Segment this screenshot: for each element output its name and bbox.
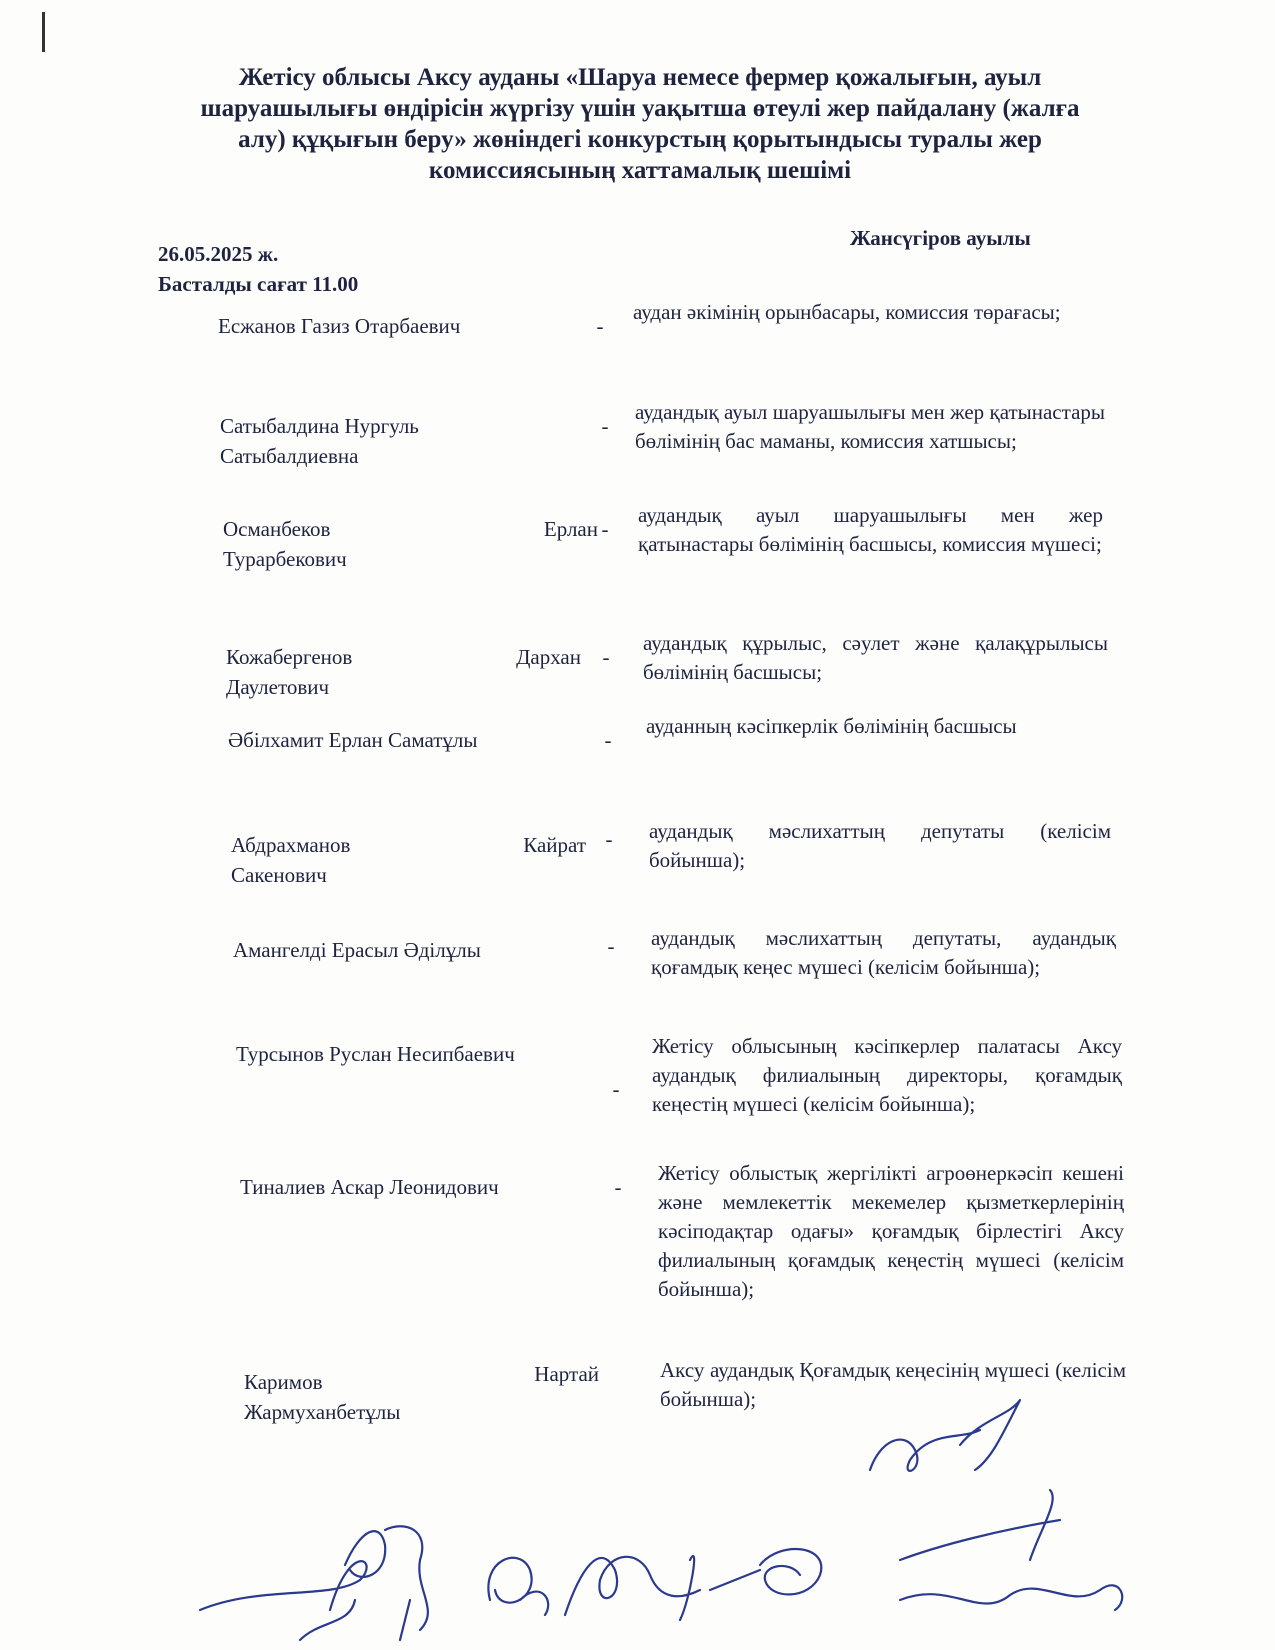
member-dash: - [602, 645, 610, 669]
member-role: аудан әкімінің орынбасары, комиссия төрағасы; [633, 300, 1061, 324]
member-name-second: Жармуханбетұлы [244, 1400, 401, 1424]
member-name-first-b: Ерлан [543, 517, 598, 541]
meeting-date: 26.05.2025 ж. [158, 242, 279, 266]
signature-4 [565, 1556, 700, 1620]
member-name-first: Османбеков [223, 517, 331, 541]
member-role: Аксу аудандық Қоғамдық кеңесінің мүшесі (келісім бойынша); [660, 1358, 1126, 1411]
signature-5 [710, 1549, 821, 1594]
member-dash: - [605, 827, 613, 851]
member-dash: - [607, 934, 615, 958]
member-dash: - [614, 1175, 622, 1199]
member-name-first-b: Нартай [534, 1362, 599, 1386]
member-role: аудандық мәслихаттың депутаты, аудандық қоғамдық кеңес мүшесі (келісім бойынша); [651, 926, 1116, 979]
member-name: Турсынов Руслан Несипбаевич [236, 1042, 515, 1066]
member-dash: - [601, 414, 609, 438]
member-role: Жетісу облысының кәсіпкерлер палатасы Аксу аудандық филиалының директоры, қоғамдық кеңестің мүшесі (келісім бойынша); [652, 1034, 1122, 1116]
signature-2 [345, 1526, 428, 1640]
member-dash: - [612, 1077, 620, 1101]
member-role: ауданның кәсіпкерлік бөлімінің басшысы [646, 714, 1017, 738]
member-role: аудандық ауыл шаруашылығы мен жер қатынастары бөлімінің басшысы, комиссия мүшесі; [638, 503, 1103, 556]
signature-1 [200, 1561, 367, 1640]
document-title: Жетісу облысы Аксу ауданы «Шаруа немесе фермер қожалығын, ауыл шаруашылығы өндірісін жүргізу үшін уақытша өтеулі жер пайдалану (жалға алу) құқығын беру» жөніндегі конкурстың қорытындысы туралы жер комиссиясының хаттамалық шешімі [200, 64, 1080, 184]
signature-7 [900, 1490, 1122, 1610]
member-name-first: Сатыбалдина Нургуль [220, 414, 419, 438]
member-name-first: Абдрахманов [231, 833, 351, 857]
member-name: Тиналиев Аскар Леонидович [240, 1175, 499, 1199]
member-name-second: Сакенович [231, 863, 327, 887]
member-name-second: Даулетович [226, 675, 330, 699]
member-name: Амангелді Ерасыл Әділұлы [233, 938, 481, 962]
member-dash: - [596, 314, 604, 338]
member-name: Әбілхамит Ерлан Саматұлы [228, 728, 478, 752]
member-role: аудандық ауыл шаруашылығы мен жер қатынастары бөлімінің бас маманы, комиссия хатшысы; [635, 400, 1105, 453]
member-role: Жетісу облыстық жергілікті агроөнеркәсіп кешені және мемлекеттік мекемелер қызметкерлерінің кәсіподақтар одағы» қоғамдық бірлестігі Аксу филиалының қоғамдық кеңестің мүшесі (келісім бойынша); [658, 1161, 1124, 1301]
member-dash: - [601, 517, 609, 541]
start-time: Басталды сағат 11.00 [158, 272, 359, 296]
member-name-second: Турарбекович [223, 547, 347, 571]
member-dash: - [604, 728, 612, 752]
member-role: аудандық құрылыс, сәулет және қалақұрылысы бөлімінің басшысы; [643, 631, 1108, 684]
member-role: аудандық мәслихаттың депутаты (келісім бойынша); [649, 819, 1111, 872]
meeting-place: Жансүгіров ауылы [850, 226, 1031, 250]
signature-3 [488, 1558, 548, 1615]
member-name-first: Каримов [244, 1370, 323, 1394]
member-name-first: Кожабергенов [226, 645, 353, 669]
scan-edge-mark [42, 12, 45, 52]
member-name-first-b: Кайрат [523, 833, 586, 857]
member-name-first-b: Дархан [516, 645, 581, 669]
member-name: Есжанов Газиз Отарбаевич [218, 314, 461, 338]
member-name-second: Сатыбалдиевна [220, 444, 359, 468]
